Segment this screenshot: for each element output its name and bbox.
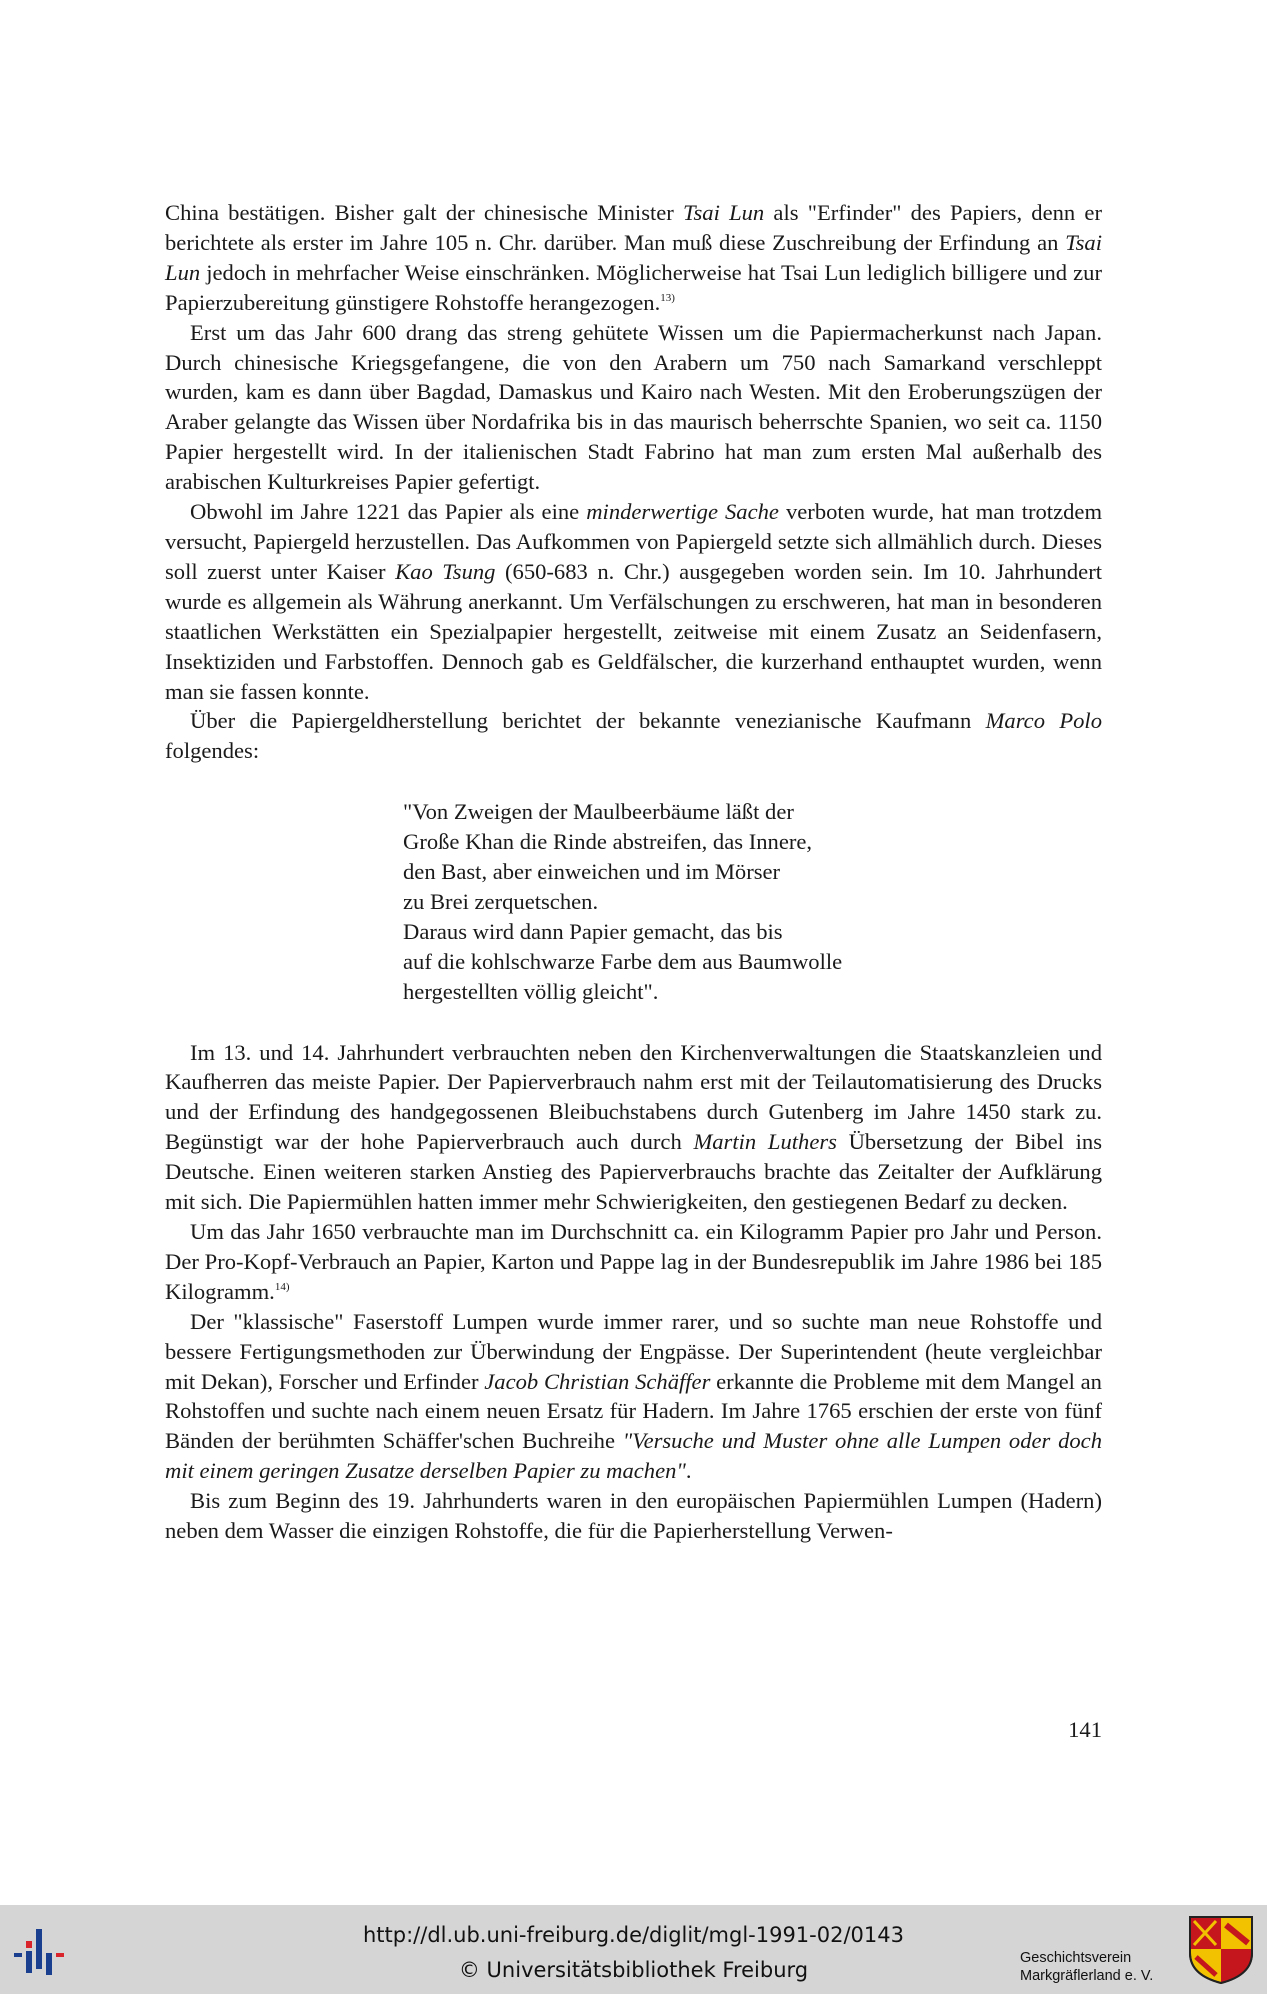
quote-line: zu Brei zerquetschen.	[403, 888, 599, 914]
page-text	[165, 198, 1102, 1546]
footer-bar	[0, 1905, 1267, 1994]
text-run: Über die Papiergeldherstellung berichtet der bekannte venezianische Kaufmann	[190, 708, 986, 734]
quote-line: hergestellten völlig gleicht".	[403, 978, 659, 1004]
society-name-line1: Geschichtsverein	[1020, 1950, 1132, 1966]
coat-of-arms-icon	[1186, 1913, 1256, 1985]
footer-url-link[interactable]: http://dl.ub.uni-freiburg.de/diglit/mgl-1991-02/0143	[362, 1923, 904, 1947]
block-quote	[403, 797, 1102, 1006]
italic-text: Jacob Christian Schäffer	[484, 1368, 711, 1394]
footnote-ref: 13)	[660, 291, 675, 304]
quote-line: den Bast, aber einweichen und im Mörser	[403, 859, 781, 885]
text-run: China bestätigen. Bisher galt der chinesische Minister	[165, 200, 684, 225]
body-paragraph	[165, 318, 1102, 497]
quote-line: "Von Zweigen der Maulbeerbäume läßt der	[403, 799, 794, 825]
italic-text: minderwertige Sache	[586, 499, 779, 525]
text-run: .	[685, 1458, 692, 1484]
italic-text: "Versuche und Muster ohne alle Lumpen oder doch mit einem geringen Zusatze derselben Papier zu machen"	[165, 1428, 1103, 1484]
italic-text: Tsai Lun	[165, 229, 1102, 285]
footnote-ref: 14)	[274, 1280, 290, 1293]
text-run: verboten wurde, hat man trotzdem versucht, Papiergeld herzustellen. Das Aufkommen von Papiergeld setzte sich allmählich durch. Dieses soll zuerst unter Kaiser	[165, 499, 1103, 584]
quote-line: auf die kohlschwarze Farbe dem aus Baumwolle	[403, 948, 843, 974]
text-run: Obwohl im Jahre 1221 das Papier als eine	[190, 499, 587, 525]
body-paragraph	[165, 706, 1102, 766]
quote-line: Daraus wird dann Papier gemacht, das bis	[403, 918, 783, 944]
text-run: Bis zum Beginn des 19. Jahrhunderts waren in den europäischen Papiermühlen Lumpen (Hadern) neben dem Wasser die einzigen Rohstoffe, die für die Papierherstellung Verwen-	[165, 1488, 1102, 1544]
body-paragraph	[165, 198, 1102, 318]
italic-text: Marco Polo	[985, 708, 1103, 734]
text-run: Der "klassische" Faserstoff Lumpen wurde immer rarer, und so suchte man neue Rohstoffe und bessere Fertigungsmethoden zur Überwindung der Engpässe. Der Superintendent (heute vergleichbar mit Dekan), Forscher und Erfinder	[165, 1308, 1102, 1394]
body-paragraph	[165, 497, 1102, 706]
text-run: erkannte die Probleme mit dem Mangel an Rohstoffen und suchte nach einem neuen Ersatz für Hadern. Im Jahre 1765 erschien der erste von fünf Bänden der berühmten Schäffer'schen Buchreihe	[165, 1368, 1102, 1454]
body-paragraph	[165, 1217, 1102, 1307]
italic-text: Kao Tsung	[395, 558, 496, 584]
quote-line: Große Khan die Rinde abstreifen, das Innere,	[403, 829, 813, 855]
italic-text: Tsai Lun	[683, 200, 765, 225]
text-run: jedoch in mehrfacher Weise einschränken. Möglicherweise hat Tsai Lun lediglich billigere und zur Papierzubereitung günstigere Rohstoffe herangezogen.	[165, 259, 1102, 315]
page-number: 141	[1068, 1717, 1102, 1742]
body-paragraph	[165, 1307, 1102, 1486]
body-paragraph	[165, 1486, 1102, 1546]
society-name	[1020, 1949, 1182, 1985]
text-run: Im 13. und 14. Jahrhundert verbrauchten neben den Kirchenverwaltungen die Staatskanzleien und Kaufherren das meiste Papier. Der Papierverbrauch nahm erst mit der Teilautomatisierung des Drucks und der Erfindung des handgegossenen Bleibuchstabens durch Gutenberg im Jahre 1450 stark zu. Begünstigt war der hohe Papierverbrauch auch durch	[165, 1039, 1102, 1155]
text-run: Erst um das Jahr 600 drang das streng gehütete Wissen um die Papiermacherkunst nach Japan. Durch chinesische Kriegsgefangene, die von den Arabern um 750 nach Samarkand verschleppt wurden, kam es dann über Bagdad, Damaskus und Kairo nach Westen. Mit den Eroberungszügen der Araber gelangte das Wissen über Nordafrika bis in das maurisch beherrschte Spanien, wo seit ca. 1150 Papier hergestellt wird. In der italienischen Stadt Fabrino hat man zum ersten Mal außerhalb des arabischen Kulturkreises Papier gefertigt.	[165, 319, 1102, 495]
text-run: Um das Jahr 1650 verbrauchte man im Durchschnitt ca. ein Kilogramm Papier pro Jahr und Person. Der Pro-Kopf-Verbrauch an Papier, Karton und Pappe lag in der Bundesrepublik im Jahre 1986 bei 185 Kilogramm.	[165, 1219, 1102, 1304]
text-run: als "Erfinder" des Papiers, denn er berichtete als erster im Jahre 105 n. Chr. darüber. Man muß diese Zuschreibung der Erfindung an	[165, 200, 1102, 255]
text-run: Übersetzung der Bibel ins Deutsche. Einen weiteren starken Anstieg des Papierverbrauchs brachte das Zeitalter der Aufklärung mit sich. Die Papiermühlen hatten immer mehr Schwierigkeiten, den gestiegenen Bedarf zu decken.	[165, 1129, 1102, 1215]
text-run: folgendes:	[165, 738, 260, 764]
text-run: (650-683 n. Chr.) ausgegeben worden sein. Im 10. Jahrhundert wurde es allgemein als Währung anerkannt. Um Verfälschungen zu erschweren, hat man in besonderen staatlichen Werkstätten ein Spezialpapier hergestellt, zeitweise mit einem Zusatz an Seidenfasern, Insektiziden und Farbstoffen. Dennoch gab es Geldfälscher, die kurzerhand enthauptet wurden, wenn man sie fassen konnte.	[165, 558, 1102, 704]
italic-text: Martin Luthers	[693, 1129, 837, 1155]
society-name-line2: Markgräflerland e. V.	[1020, 1968, 1154, 1984]
body-paragraph	[165, 1038, 1102, 1217]
footer-copyright: © Universitätsbibliothek Freiburg	[458, 1958, 809, 1982]
